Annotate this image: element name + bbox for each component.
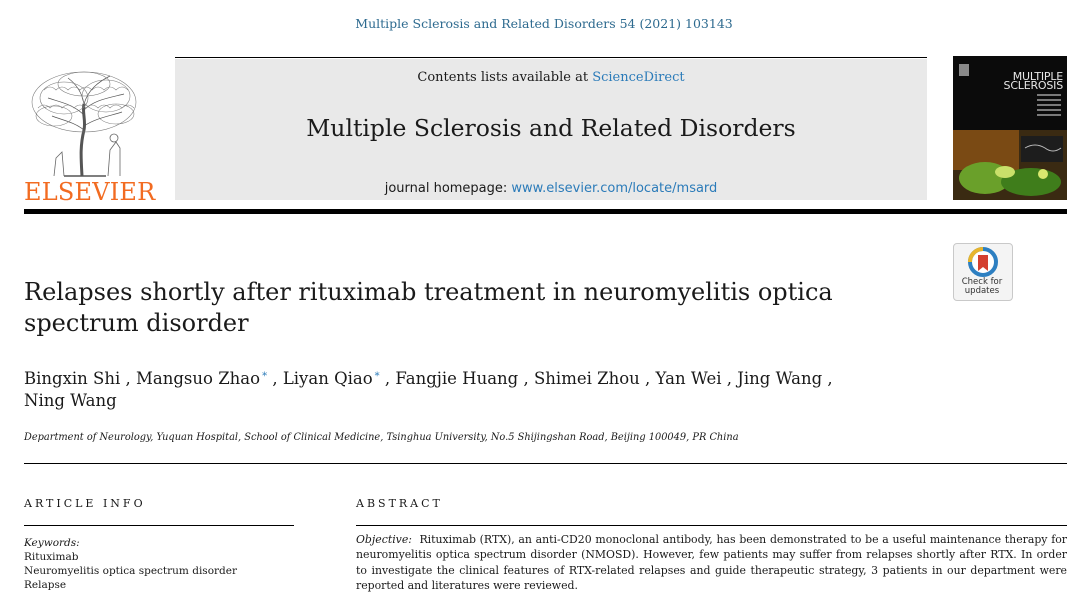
contents-line bbox=[175, 70, 927, 85]
author-name[interactable]: Shimei Zhou bbox=[533, 369, 640, 388]
check-for-updates-label bbox=[953, 278, 1011, 296]
author-name[interactable]: Jing Wang bbox=[737, 369, 823, 388]
objective-label: Objective: bbox=[356, 533, 412, 546]
cover-title: MULTIPLE SCLEROSIS bbox=[1003, 70, 1063, 92]
article-title: Relapses shortly after rituximab treatment in neuromyelitis optica spectrum disorder bbox=[24, 278, 833, 337]
corresponding-author-mark[interactable]: * bbox=[374, 371, 380, 382]
author-name[interactable]: Mangsuo Zhao bbox=[136, 369, 261, 388]
running-head: Multiple Sclerosis and Related Disorders 54 (2021) 103143 bbox=[355, 16, 733, 31]
author-separator: , bbox=[645, 369, 656, 388]
keyword-item: Neuromyelitis optica spectrum disorder bbox=[24, 565, 237, 577]
corresponding-author-mark[interactable]: * bbox=[262, 371, 268, 382]
elsevier-tree-icon bbox=[24, 68, 146, 178]
abstract-heading: ABSTRACT bbox=[356, 497, 443, 510]
author-name[interactable]: Yan Wei bbox=[655, 369, 722, 388]
author-separator: , bbox=[125, 369, 137, 388]
check-for-updates-label-line2: updates bbox=[964, 286, 1000, 296]
author-separator: , bbox=[384, 369, 396, 388]
keywords-label: Keywords: bbox=[24, 537, 80, 549]
keyword-item: Relapse bbox=[24, 579, 67, 591]
article-info-heading: ARTICLE INFO bbox=[24, 497, 146, 510]
sciencedirect-link[interactable]: ScienceDirect bbox=[592, 70, 685, 85]
abstract-objective bbox=[356, 532, 1067, 594]
author-list bbox=[24, 368, 944, 412]
keyword-item: Rituximab bbox=[24, 551, 79, 563]
author-separator: , bbox=[523, 369, 534, 388]
contents-prefix: Contents lists available at bbox=[417, 70, 593, 85]
keywords-block bbox=[24, 536, 314, 592]
author-name[interactable]: Fangjie Huang bbox=[395, 369, 519, 388]
objective-text: Rituximab (RTX), an anti-CD20 monoclonal antibody, has been demonstrated to be a useful maintenance therapy for neuromyelitis optica spectrum disorder (NMOSD). However, few patients may suffer from relapses shortly after RTX. In order to investigate the clinical features of RTX-related relapses and guide therapeutic strategy, 3 patients in our department were reported and literatures were reviewed. bbox=[356, 533, 1067, 593]
elsevier-wordmark: ELSEVIER bbox=[24, 178, 156, 206]
homepage-prefix: journal homepage: bbox=[384, 181, 512, 196]
author-name[interactable]: Bingxin Shi bbox=[24, 369, 121, 388]
header-thick-rule bbox=[24, 209, 1067, 214]
author-name[interactable]: Ning Wang bbox=[24, 391, 117, 410]
author-separator: , bbox=[726, 369, 738, 388]
journal-title: Multiple Sclerosis and Related Disorders bbox=[306, 114, 796, 142]
masthead-top-rule bbox=[175, 57, 927, 58]
section-divider bbox=[24, 463, 1067, 464]
abstract-rule bbox=[356, 525, 1067, 526]
author-name[interactable]: Liyan Qiao bbox=[282, 369, 373, 388]
author-separator: , bbox=[272, 369, 283, 388]
article-info-rule bbox=[24, 525, 294, 526]
author-separator: , bbox=[827, 369, 833, 388]
author-affiliation: Department of Neurology, Yuquan Hospital, School of Clinical Medicine, Tsinghua University, No.5 Shijingshan Road, Beijing 100049, PR China bbox=[24, 432, 739, 443]
journal-homepage-line bbox=[175, 181, 927, 196]
journal-homepage-link[interactable]: www.elsevier.com/locate/msard bbox=[511, 181, 718, 196]
check-for-updates-label-line1: Check for bbox=[961, 277, 1003, 287]
